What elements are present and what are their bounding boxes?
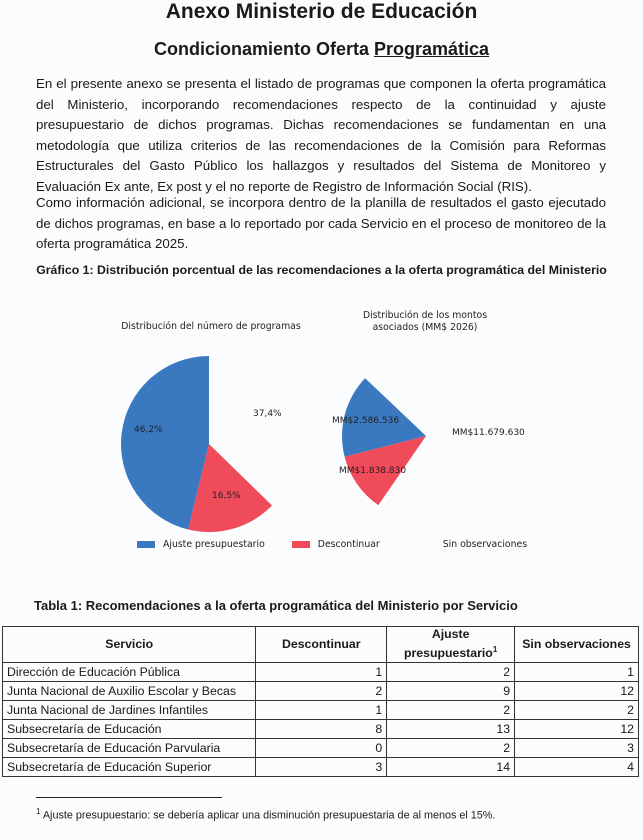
cell-servicio: Dirección de Educación Pública bbox=[3, 663, 256, 682]
cell-descontinuar: 3 bbox=[256, 758, 387, 777]
left-pie-chart bbox=[121, 356, 282, 532]
pie-charts bbox=[0, 340, 643, 535]
cell-servicio: Junta Nacional de Jardines Infantiles bbox=[3, 701, 256, 720]
cell-ajuste: 9 bbox=[387, 682, 515, 701]
cell-descontinuar: 1 bbox=[256, 701, 387, 720]
subtitle-underlined: Programática bbox=[373, 39, 490, 59]
subtitle-prefix: Condicionamiento Oferta bbox=[153, 39, 374, 59]
header-ajuste-text: presupuestario bbox=[403, 646, 493, 661]
table-row bbox=[3, 720, 639, 739]
intro-paragraph: En el presente anexo se presenta el listado de programas que componen la oferta programática del Ministerio, incorporando recomendaciones respecto de la continuidad y ajuste presupuestario de dichos programas. Dichas recomendaciones se fundamentan en una metodología que utiliza criterios de las recomendaciones de la Comisión para Reformas Estructurales del Gasto Público los hallazgos y resultados del Sistema de Monitoreo y Evaluación Ex ante, Ex post y el no reporte de Registro de Información Social (RIS). bbox=[36, 76, 606, 194]
cell-sin-obs: 12 bbox=[515, 682, 639, 701]
cell-sin-obs: 4 bbox=[515, 758, 639, 777]
legend-item-ajuste bbox=[137, 539, 265, 550]
left-label-descontinuar: 16,5% bbox=[212, 491, 241, 501]
legend-item-sin-obs bbox=[417, 539, 527, 550]
right-label-ajuste: MM$2.586.536 bbox=[332, 416, 400, 426]
right-chart-subtitle-line1: Distribución de los montos bbox=[362, 310, 488, 321]
legend-swatch-blue bbox=[137, 541, 155, 548]
left-label-sin-obs: 37,4% bbox=[253, 409, 282, 419]
header-ajuste-line1: Ajuste bbox=[431, 627, 470, 642]
footnote bbox=[36, 807, 495, 822]
table-header-row bbox=[3, 627, 639, 663]
table-row bbox=[3, 739, 639, 758]
header-sin-observaciones: Sin observaciones bbox=[515, 627, 639, 663]
cell-descontinuar: 0 bbox=[256, 739, 387, 758]
document-title: Anexo Ministerio de Educación bbox=[165, 0, 478, 23]
table-row bbox=[3, 682, 639, 701]
right-chart-subtitle-line2: asociados (MM$ 2026) bbox=[372, 322, 478, 333]
legend-item-descontinuar bbox=[292, 539, 380, 550]
recommendations-table bbox=[2, 626, 639, 777]
table-row bbox=[3, 758, 639, 777]
footnote-text: Ajuste presupuestario: se debería aplicar una disminución presupuestaria de al menos el 15%. bbox=[40, 809, 496, 822]
left-label-ajuste: 46,2% bbox=[134, 425, 163, 435]
right-label-descontinuar: MM$1.838.830 bbox=[339, 466, 407, 476]
table-row bbox=[3, 663, 639, 682]
footnote-marker: 1 bbox=[36, 807, 41, 816]
legend-label: Ajuste presupuestario bbox=[163, 539, 265, 550]
cell-sin-obs: 3 bbox=[515, 739, 639, 758]
chart-legend bbox=[137, 539, 554, 550]
cell-descontinuar: 8 bbox=[256, 720, 387, 739]
legend-label: Sin observaciones bbox=[442, 539, 528, 550]
cell-ajuste: 2 bbox=[387, 739, 515, 758]
cell-ajuste: 2 bbox=[387, 663, 515, 682]
legend-swatch-white bbox=[417, 541, 435, 548]
cell-servicio: Subsecretaría de Educación bbox=[3, 720, 256, 739]
header-ajuste-line2 bbox=[391, 642, 510, 661]
cell-sin-obs: 1 bbox=[515, 663, 639, 682]
cell-ajuste: 14 bbox=[387, 758, 515, 777]
cell-descontinuar: 2 bbox=[256, 682, 387, 701]
cell-servicio: Subsecretaría de Educación Parvularia bbox=[3, 739, 256, 758]
figure-caption: Gráfico 1: Distribución porcentual de las recomendaciones a la oferta programática del Ministerio bbox=[36, 263, 607, 277]
footnote-ref: 1 bbox=[492, 645, 498, 655]
footnote-divider bbox=[36, 797, 222, 798]
cell-servicio: Junta Nacional de Auxilio Escolar y Becas bbox=[3, 682, 256, 701]
header-descontinuar: Descontinuar bbox=[256, 627, 387, 663]
cell-sin-obs: 12 bbox=[515, 720, 639, 739]
right-label-sin-obs: MM$11.679.630 bbox=[452, 428, 525, 438]
legend-swatch-red bbox=[292, 541, 310, 548]
right-pie-chart bbox=[332, 378, 525, 505]
document-subtitle bbox=[0, 39, 643, 60]
cell-descontinuar: 1 bbox=[256, 663, 387, 682]
table-caption: Tabla 1: Recomendaciones a la oferta programática del Ministerio por Servicio bbox=[34, 598, 518, 613]
cell-servicio: Subsecretaría de Educación Superior bbox=[3, 758, 256, 777]
cell-ajuste: 2 bbox=[387, 701, 515, 720]
additional-info-paragraph: Como información adicional, se incorpora dentro de la planilla de resultados el gasto ejecutado de dichos programas, en base a lo reportado por cada Servicio en el proceso de monitoreo de la oferta programática 2025. bbox=[36, 195, 606, 252]
legend-label: Descontinuar bbox=[317, 539, 380, 550]
header-servicio: Servicio bbox=[3, 627, 256, 663]
cell-ajuste: 13 bbox=[387, 720, 515, 739]
cell-sin-obs: 2 bbox=[515, 701, 639, 720]
left-chart-subtitle: Distribución del número de programas bbox=[121, 321, 301, 332]
table-row bbox=[3, 701, 639, 720]
right-chart-subtitle bbox=[330, 310, 520, 334]
header-ajuste bbox=[387, 627, 515, 663]
